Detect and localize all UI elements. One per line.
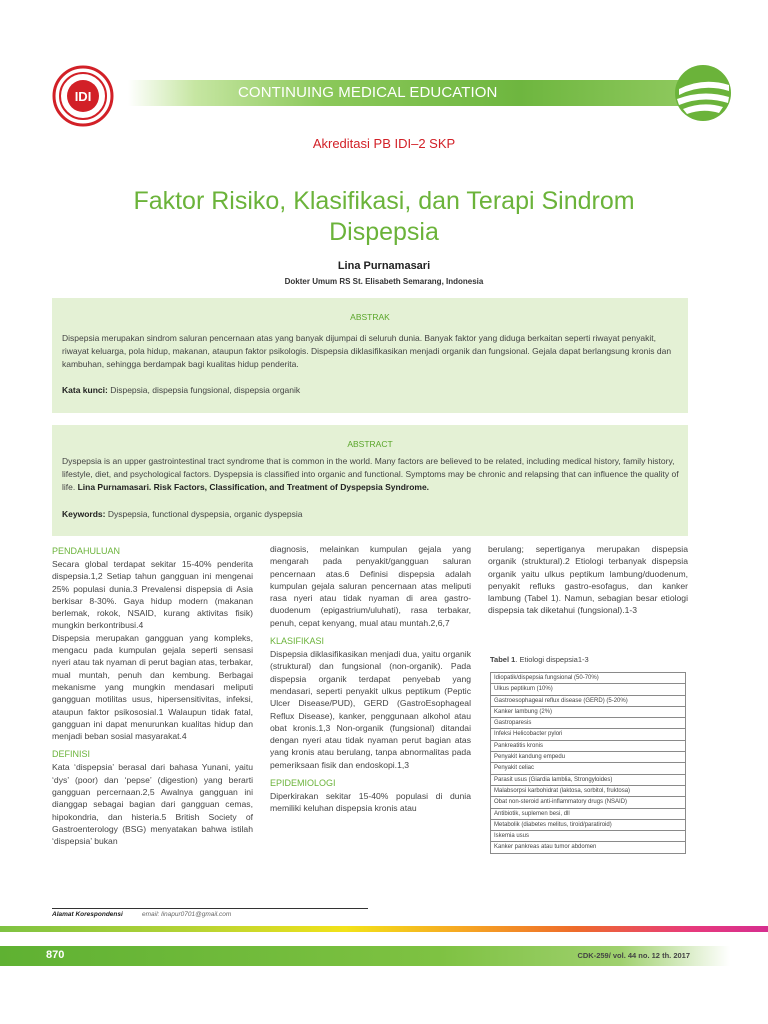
- table-caption-label: Tabel 1: [490, 655, 516, 664]
- correspondence-label: Alamat Korespondensi: [52, 911, 123, 918]
- paragraph: berulang; sepertiganya merupakan dispepsia organik (struktural).2 Etiologi terbanyak dispepsia organik yaitu ulkus peptikum lambung/duodenum, penyakit refluks gastro-esofagus, dan kanker lambung (Tabel 1). Namun, sebagian besar etiologi dispepsia tak diketahui (fungsional).1-3: [488, 544, 688, 616]
- table-row: [491, 673, 686, 684]
- abstrak-heading: ABSTRAK: [350, 312, 390, 322]
- table-row: [491, 695, 686, 706]
- table-cell: Penyakit kandung empedu: [491, 752, 686, 763]
- abstrak-keywords-text: Dispepsia, dispepsia fungsional, dispepsia organik: [107, 385, 301, 395]
- abstract-heading: ABSTRACT: [347, 439, 393, 449]
- table-cell: Penyakit celiac: [491, 763, 686, 774]
- accreditation-text: Akreditasi PB IDI–2 SKP: [312, 136, 456, 151]
- table-row: [491, 729, 686, 740]
- rainbow-bar: [0, 926, 768, 932]
- cdk-globe-logo: [673, 63, 733, 123]
- abstract-box: [52, 425, 688, 536]
- column-2: [270, 543, 471, 815]
- column-3: [488, 543, 688, 617]
- table-caption: [490, 655, 589, 664]
- table-cell: Pankreatitis kronis: [491, 740, 686, 751]
- table-row: [491, 684, 686, 695]
- table-cell: Idiopatik/dispepsia fungsional (50-70%): [491, 673, 686, 684]
- abstrak-text: Dispepsia merupakan sindrom saluran pencernaan atas yang banyak dijumpai di seluruh dunia. Banyak faktor yang diduga berkaitan seperti riwayat penyakit, riwayat keluarga, pola hidup, makanan, ataupun faktor psikologis. Dispepsia diklasifikasikan menjadi organik dan fungsional. Gejala dapat berlangsung kronis dan kambuhan, sehingga berdampak bagi kualitas hidup penderita.: [62, 333, 672, 369]
- column-1: [52, 543, 253, 848]
- section-heading-pendahuluan: PENDAHULUAN: [52, 546, 121, 556]
- correspondence-email: email: linapur0701@gmail.com: [142, 911, 232, 918]
- abstract-keywords-label: Keywords:: [62, 509, 106, 519]
- section-heading-klasifikasi: KLASIFIKASI: [270, 636, 325, 647]
- etiology-table: [490, 672, 686, 854]
- table-cell: Gastroesophageal reflux disease (GERD) (5-20%): [491, 695, 686, 706]
- table-row: [491, 842, 686, 853]
- table-cell: Kanker pankreas atau tumor abdomen: [491, 842, 686, 853]
- table-cell: Obat non-steroid anti-inflammatory drugs (NSAID): [491, 797, 686, 808]
- table-row: [491, 797, 686, 808]
- abstract-keywords-text: Dyspepsia, functional dyspepsia, organic dyspepsia: [105, 509, 303, 519]
- table-caption-text: . Etiologi dispepsia1-3: [515, 655, 589, 664]
- paragraph: Kata ‘dispepsia’ berasal dari bahasa Yunani, yaitu ‘dys’ (poor) dan ‘pepse’ (digestion) yang berarti gangguan percernaan.2,5 Awalnya gangguan ini dianggap sebagai bagian dari gangguan cemas, hipokondria, dan histeria.5 British Society of Gastroenterology (BSG) menyatakan bahwa istilah ‘dispepsia’ bukan: [52, 762, 253, 847]
- table-cell: Antibiotik, suplemen besi, dll: [491, 808, 686, 819]
- table-row: [491, 752, 686, 763]
- table-row: [491, 785, 686, 796]
- paragraph: diagnosis, melainkan kumpulan gejala yang mengarah pada penyakit/gangguan saluran pencernaan atas.6 Definisi dispepsia adalah kumpulan gejala saluran pencernaan atas meliputi rasa nyeri atau tidak nyaman di area gastro-duodenum (epigastrium/uluhati), rasa terbakar, penuh, cepat kenyang, mual atau muntah.2,6,7: [270, 544, 471, 628]
- abstrak-box: [52, 298, 688, 413]
- abstract-keywords: [62, 508, 680, 521]
- table-cell: Parasit usus (Giardia lamblia, Strongyloides): [491, 774, 686, 785]
- table-cell: Kanker lambung (2%): [491, 706, 686, 717]
- author-name: Lina Purnamasari: [337, 260, 431, 272]
- table-cell: Metabolik (diabetes melitus, tiroid/paratiroid): [491, 819, 686, 830]
- table-row: [491, 718, 686, 729]
- article-title: Faktor Risiko, Klasifikasi, dan Terapi Sindrom Dispepsia: [133, 187, 635, 246]
- paragraph: Secara global terdapat sekitar 15-40% penderita dispepsia.1,2 Setiap tahun gangguan ini mengenai 25% populasi dunia.3 Prevalensi dispepsia di Asia berkisar 8-30%. Gaya hidup modern (makanan berlemak, rokok, NSAID, kurang aktivitas fisik) mungkin berkontribusi.4: [52, 559, 253, 631]
- idi-logo: [52, 65, 114, 127]
- table-cell: Infeksi Helicobacter pylori: [491, 729, 686, 740]
- table-row: [491, 808, 686, 819]
- paragraph: Dispepsia diklasifikasikan menjadi dua, yaitu organik (struktural) dan fungsional (non-organik). Pada dispepsia organik terdapat penyebab yang mendasari, seperti penyakit ulkus peptikum (Peptic Ulcer Disease/PUD), GERD (GastroEsophageal Reflux Disease), kanker, penggunaan alkohol atau obat kronis.1,3 Non-organik (fungsional) ditandai dengan nyeri atau tidak nyaman perut bagian atas yang kronis atau berulang, tanpa abnormalitas pada pemeriksaan fisik dan endoskopi.1,3: [270, 649, 471, 770]
- abstract-body: Dyspepsia is an upper gastrointestinal tract syndrome that is common in the world. Many factors are believed to be related, including medical history, family history, lifestyle, diet, and psychological factors. Dyspepsia is classified into organic and functional. Symptoms may be chronic and relapsing that can influence the quality of life.: [62, 456, 679, 492]
- table-cell: Gastroparesis: [491, 718, 686, 729]
- page-number: 870: [46, 949, 65, 961]
- table-row: [491, 740, 686, 751]
- table-cell: Iskemia usus: [491, 831, 686, 842]
- banner-title: CONTINUING MEDICAL EDUCATION: [238, 84, 498, 101]
- paragraph: Dispepsia merupakan gangguan yang kompleks, mengacu pada kumpulan gejala seperti sensasi nyeri atau tak nyaman di perut bagian atas, terbakar, mual muntah, penuh dan kembung. Berbagai mekanisme yang mungkin mendasari meliputi gangguan motilitas usus, hipersensitivitas, infeksi, ataupun faktor psikososial.1 Walaupun tidak fatal, gangguan ini dapat menurunkan kualitas hidup dan menjadi beban sosial masyarakat.4: [52, 632, 253, 742]
- abstrak-keywords: [62, 384, 680, 397]
- abstract-citation: Lina Purnamasari. Risk Factors, Classification, and Treatment of Dyspepsia Syndrome.: [77, 482, 430, 492]
- svg-text:IDI: IDI: [74, 89, 92, 104]
- table-row: [491, 774, 686, 785]
- table-cell: Malabsorpsi karbohidrat (laktosa, sorbitol, fruktosa): [491, 785, 686, 796]
- abstrak-keywords-label: Kata kunci:: [62, 385, 108, 395]
- footnote-divider: [52, 908, 368, 909]
- table-row: [491, 763, 686, 774]
- table-row: [491, 831, 686, 842]
- author-affiliation: Dokter Umum RS St. Elisabeth Semarang, Indonesia: [284, 277, 484, 286]
- paragraph: Diperkirakan sekitar 15-40% populasi di dunia memiliki keluhan dispepsia kronis atau: [270, 791, 471, 814]
- abstract-text: [62, 455, 680, 494]
- section-heading-epidemiologi: EPIDEMIOLOGI: [270, 778, 336, 789]
- table-cell: Ulkus peptikum (10%): [491, 684, 686, 695]
- table-row: [491, 706, 686, 717]
- journal-citation: CDK-259/ vol. 44 no. 12 th. 2017: [577, 951, 690, 960]
- section-heading-definisi: DEFINISI: [52, 749, 91, 760]
- table-row: [491, 819, 686, 830]
